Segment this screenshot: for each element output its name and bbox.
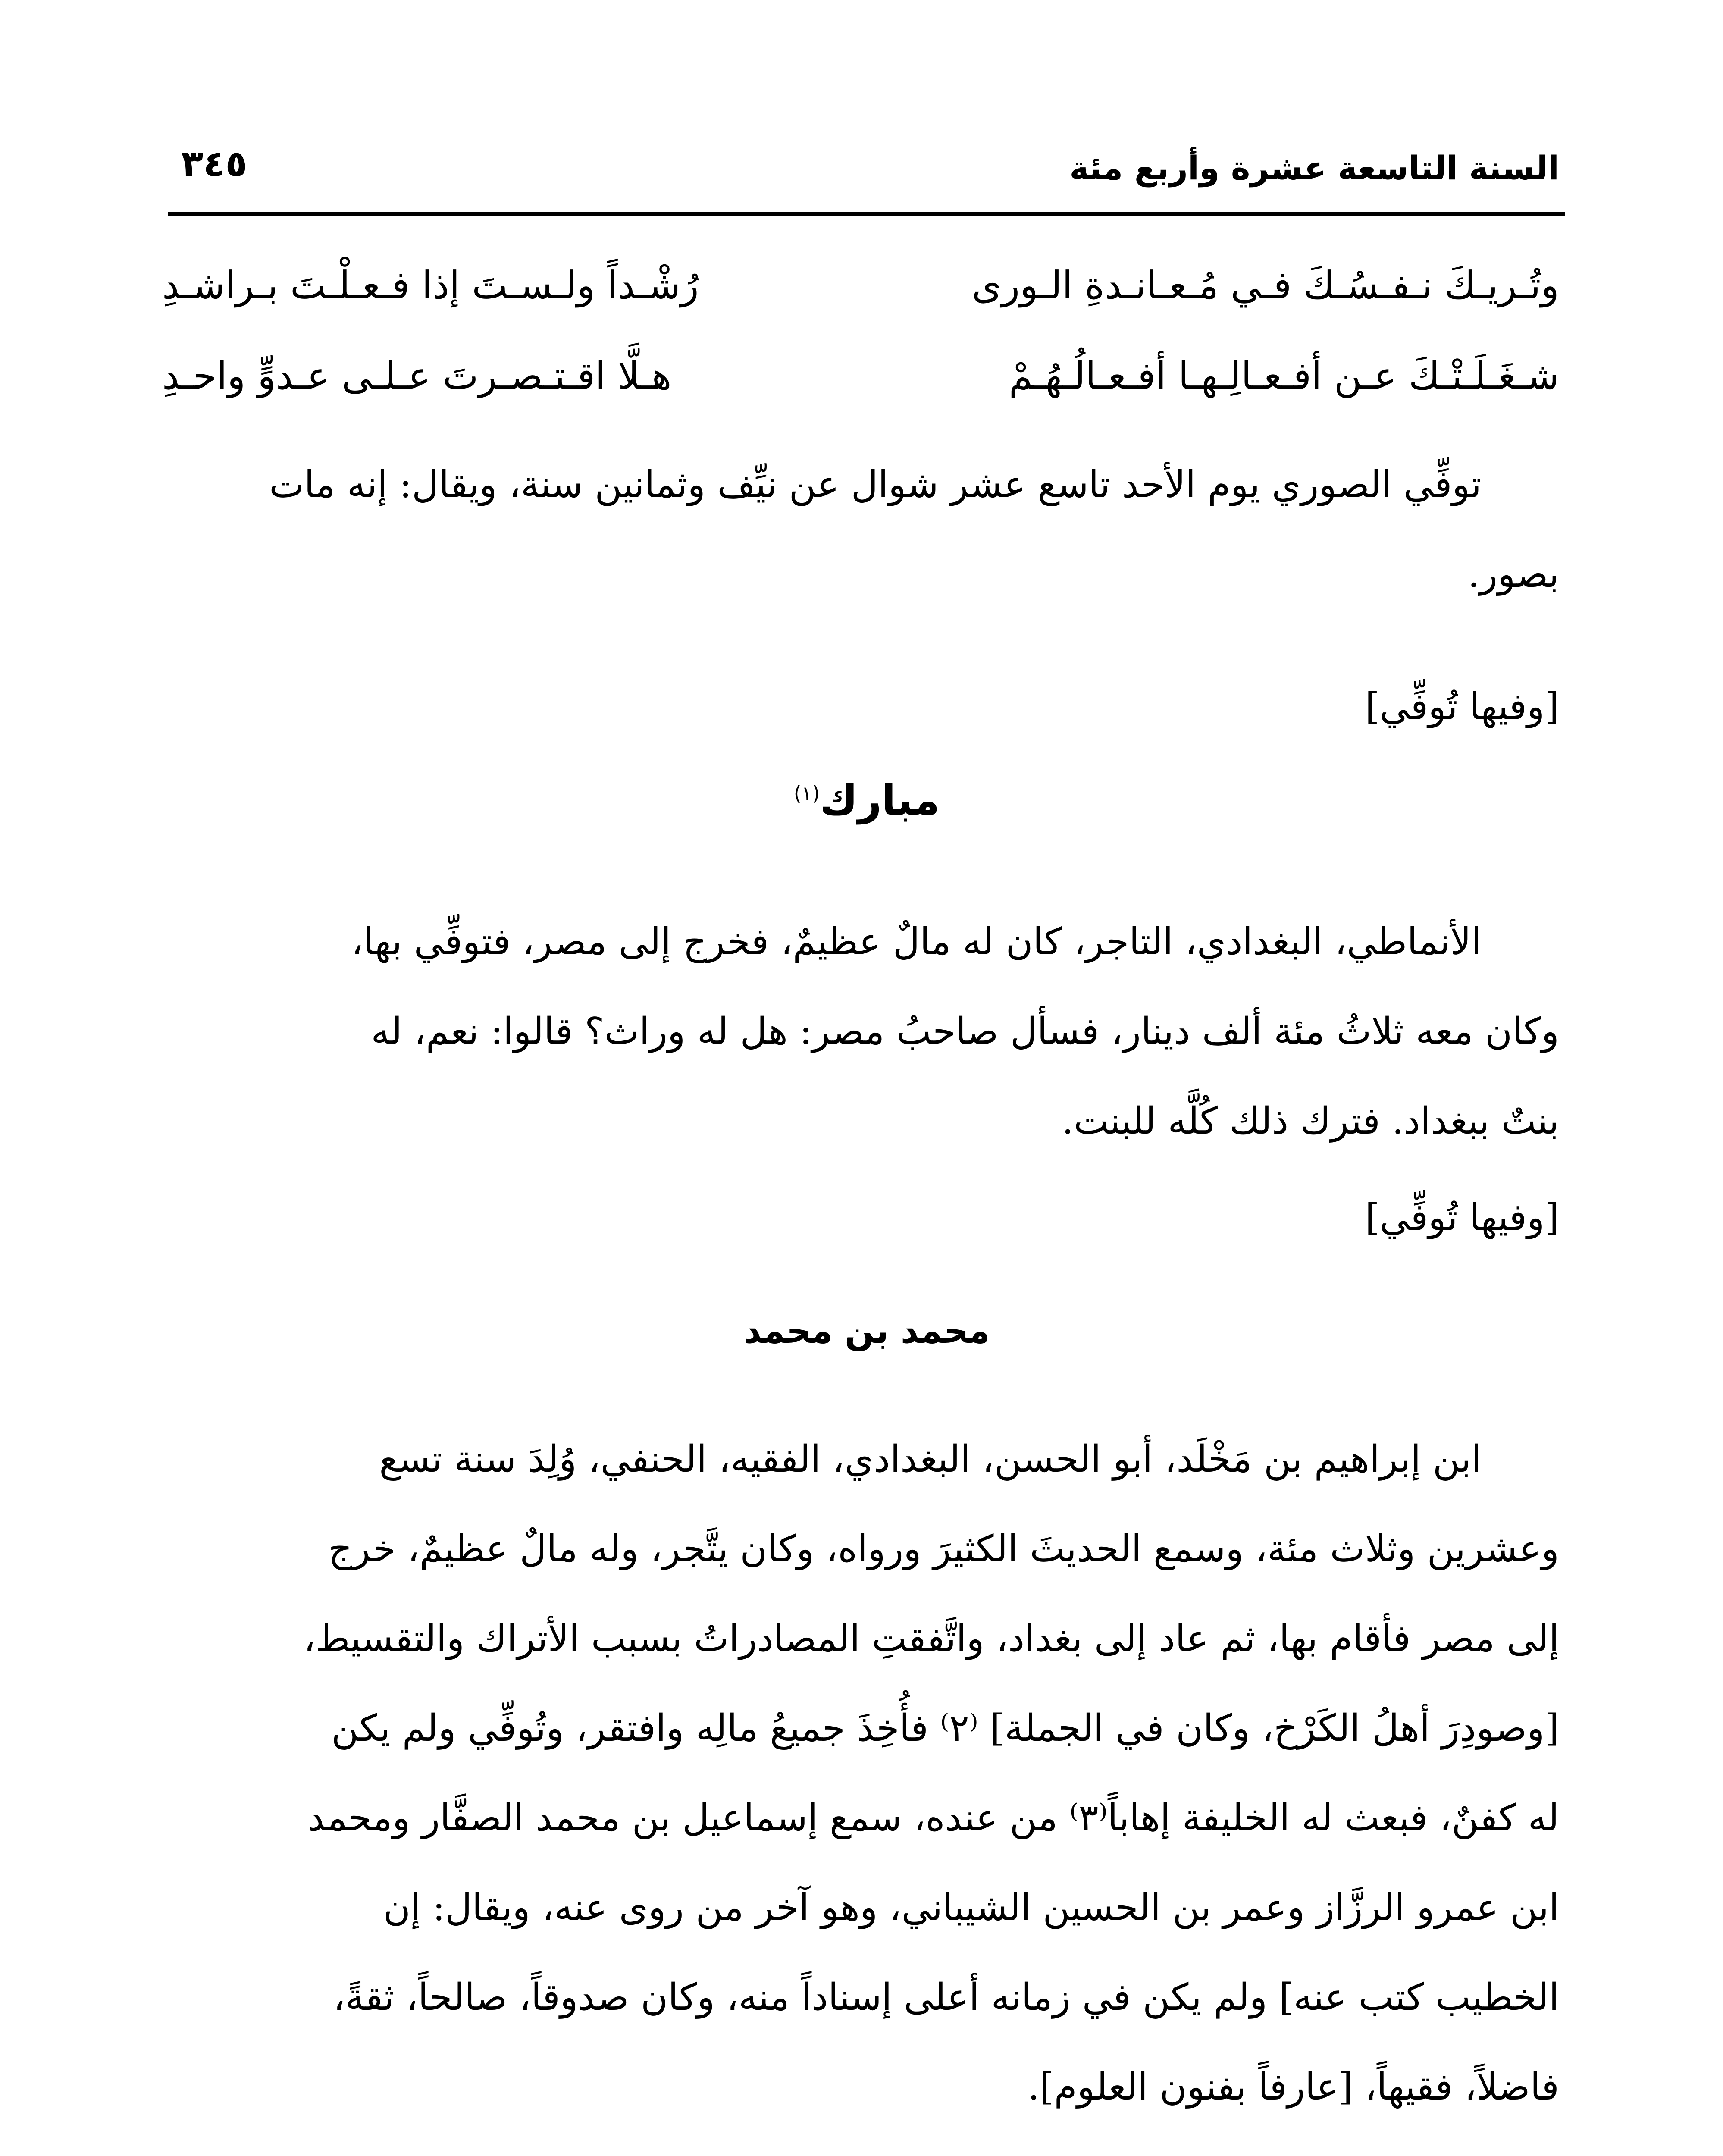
entry-line: بنتٌ ببغداد. فترك ذلك كُلَّه للبنت. bbox=[1062, 1100, 1559, 1143]
section-marker-text: [وفيها تُوفِّي] bbox=[1365, 1196, 1559, 1239]
page-number: ٣٤٥ bbox=[181, 142, 247, 185]
entry-line: إلى مصر فأقام بها، ثم عاد إلى بغداد، واتَّفقتِ المصادراتُ بسبب الأتراك والتقسيط، bbox=[304, 1617, 1559, 1660]
header-rule bbox=[168, 212, 1565, 216]
footnote-ref: (١) bbox=[793, 782, 820, 805]
entry-line: له كفنٌ، فبعث له الخليفة إهاباً⁽٣⁾ من عنده، سمع إسماعيل بن محمد الصفَّار ومحمد bbox=[307, 1796, 1559, 1839]
entry-line: الخطيب كتب عنه] ولم يكن في زمانه أعلى إسناداً منه، وكان صدوقاً، صالحاً، ثقةً، bbox=[333, 1976, 1559, 2019]
section-marker bbox=[162, 1173, 1559, 1263]
entry-heading bbox=[168, 776, 1565, 824]
entry-heading bbox=[168, 1311, 1565, 1351]
death-note-line: توفِّي الصوري يوم الأحد تاسع عشر شوال عن نيِّف وثمانين سنة، ويقال: إنه مات bbox=[269, 463, 1482, 506]
death-note-line: بصور. bbox=[1468, 553, 1559, 596]
entry-body bbox=[162, 1414, 1559, 2132]
entry-line: ابن عمرو الرزَّاز وعمر بن الحسين الشيباني، وهو آخر من روى عنه، ويقال: إن bbox=[383, 1886, 1559, 1929]
entry-line: ابن إبراهيم بن مَخْلَد، أبو الحسن، البغدادي، الفقيه، الحنفي، وُلِدَ سنة تسع bbox=[379, 1438, 1482, 1481]
verse-first-hemistich: وتُـريـكَ نـفـسُـكَ فـي مُـعـانـدةِ الـورى bbox=[971, 263, 1559, 307]
verse-second-hemistich: هـلَّا اقـتـصـرتَ عـلـى عـدوٍّ واحـدِ bbox=[162, 354, 672, 398]
entry-line: الأنماطي، البغدادي، التاجر، كان له مالٌ عظيمٌ، فخرج إلى مصر، فتوفِّي بها، bbox=[351, 920, 1482, 963]
entry-line: وعشرين وثلاث مئة، وسمع الحديثَ الكثيرَ ورواه، وكان يتَّجر، وله مالٌ عظيمٌ، خرج bbox=[328, 1527, 1559, 1570]
entry-line: وكان معه ثلاثُ مئة ألف دينار، فسأل صاحبُ مصر: هل له وراث؟ قالوا: نعم، له bbox=[371, 1010, 1559, 1053]
entry-line: فاضلاً، فقيهاً، [عارفاً بفنون العلوم]. bbox=[1028, 2065, 1559, 2109]
entry-body bbox=[162, 897, 1559, 1166]
entry-heading-name: محمد بن محمد bbox=[743, 1311, 990, 1351]
running-title: السنة التاسعة عشرة وأربع مئة bbox=[1069, 149, 1559, 187]
verse-first-hemistich: شـغَـلَـتْـكَ عـن أفـعـالِـهـا أفـعـالُـهُـمْ bbox=[1009, 354, 1559, 398]
poem-verse bbox=[162, 354, 1559, 444]
entry-line: [وصودِرَ أهلُ الكَرْخ، وكان في الجملة] ⁽٢⁾ فأُخِذَ جميعُ مالِه وافتقر، وتُوفِّي ولم يكن bbox=[331, 1707, 1559, 1750]
poem-verse bbox=[162, 263, 1559, 354]
entry-heading-name: مبارك bbox=[820, 776, 940, 824]
section-marker bbox=[162, 662, 1559, 752]
verse-second-hemistich: رُشْـداً ولـسـتَ إذا فـعـلْـتَ بـراشـدِ bbox=[162, 263, 699, 307]
death-note bbox=[162, 440, 1559, 619]
poem bbox=[162, 263, 1559, 444]
section-marker-text: [وفيها تُوفِّي] bbox=[1365, 685, 1559, 728]
